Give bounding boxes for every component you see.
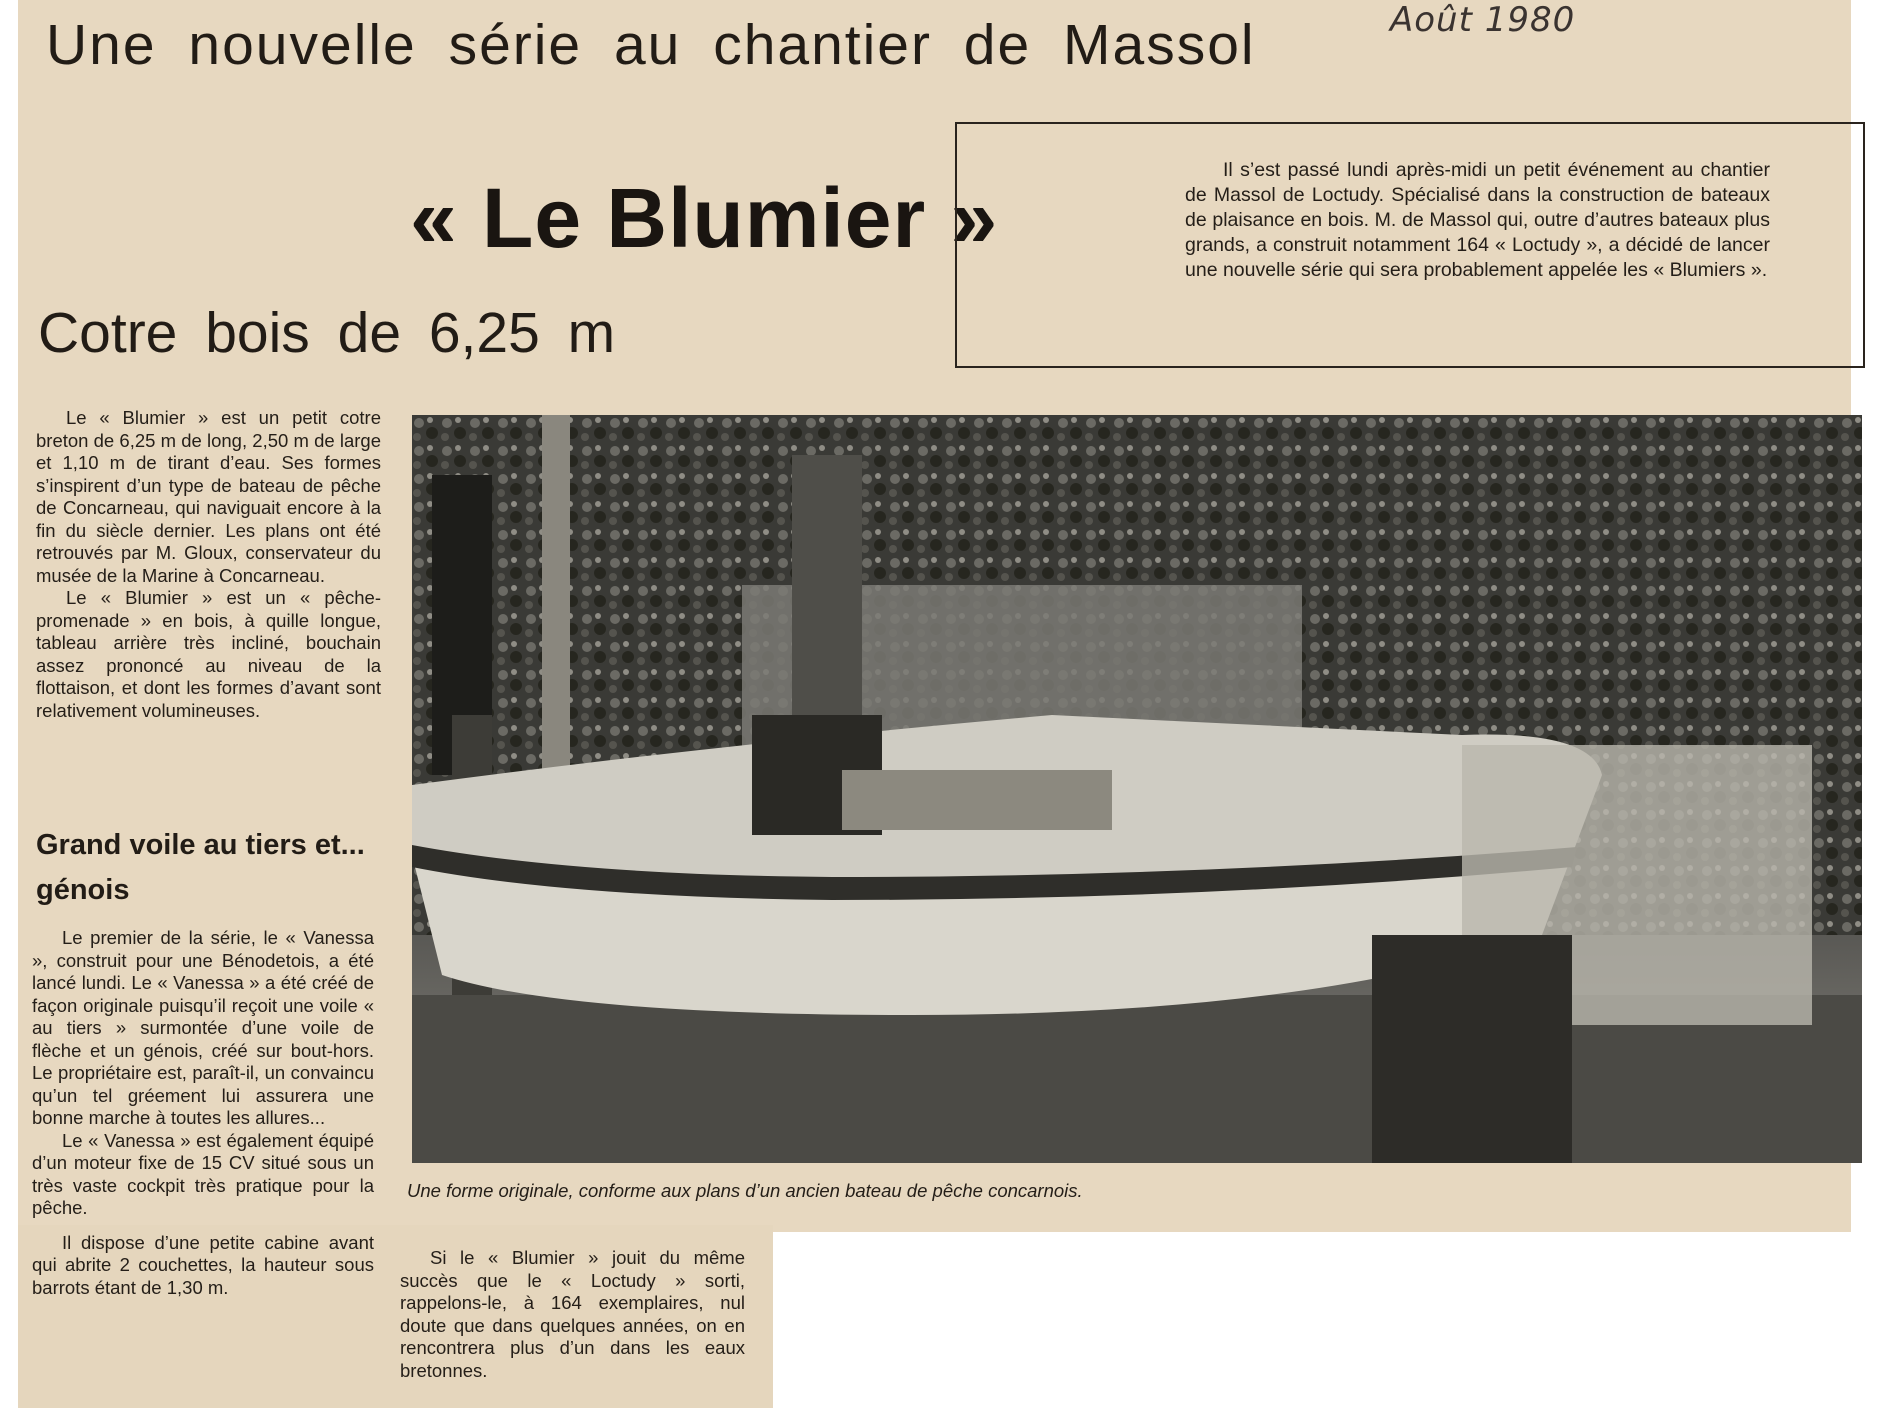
photo-caption: Une forme originale, conforme aux plans d’un ancien bateau de pêche concarnois. [407,1180,1083,1201]
intertitle: Grand voile au tiers et... génois [36,829,365,906]
main-headline: « Le Blumier » [410,171,999,265]
paragraph: Le « Blumier » est un « pêche-promenade » en bois, à quille longue, tableau arrière très incliné, bouchain assez prononcé au niveau de la flottaison, et dont les formes d’avant sont relativement volumineuses. [36,587,381,721]
paragraph: Il dispose d’une petite cabine avant qui abrite 2 couchettes, la hauteur sous barrots étant de 1,30 m. [32,1231,374,1298]
paragraph: Le « Vanessa » est également équipé d’un moteur fixe de 15 CV situé sous un très vaste cockpit très pratique pour la pêche. [32,1129,374,1218]
paragraph: Si le « Blumier » jouit du même succès que le « Loctudy » sorti, rappelons-le, à 164 exemplaires, nul doute que dans quelques années, on en rencontrera plus d’un dans les eaux bretonnes. [400,1247,745,1381]
paragraph: Le « Blumier » est un petit cotre breton de 6,25 m de long, 2,50 m de large et 1,10 m de tirant d’eau. Ses formes s’inspirent d’un type de bateau de pêche de Concarneau, qui naviguait encore à la fin du siècle dernier. Les plans ont été retrouvés par M. Gloux, conservateur du musée de la Marine à Concarneau. [36,407,381,586]
boat-photo [412,415,1862,1163]
handwritten-date: Août 1980 [1390,0,1576,40]
paragraph: Le premier de la série, le « Vanessa », construit pour une Bénodetois, a été lancé lundi. Le « Vanessa » a été créé de façon originale puisqu’il reçoit une voile « au tiers » surmontée d’une voile de flèche et un génois, créé sur bout-hors. Le propriétaire est, paraît-il, un convaincu qu’un tel gréement lui assurera une bonne marche à toutes les allures... [32,927,374,1128]
article-column-left-top [36,407,381,722]
article-column-left-bottom [32,927,374,1299]
subheadline: Cotre bois de 6,25 m [38,301,616,365]
intro-paragraph: Il s’est passé lundi après-midi un petit événement au chantier de Massol de Loctudy. Spécialisé dans la construction de bateaux de plaisance en bois. M. de Massol qui, outre d’autres bateaux plus grands, a construit notamment 164 « Loctudy », a décidé de lancer une nouvelle série qui sera probablement appelée les « Blumiers ». [1185,159,1770,281]
kicker-headline: Une nouvelle série au chantier de Massol [46,13,1256,77]
article-column-center [400,1247,745,1382]
